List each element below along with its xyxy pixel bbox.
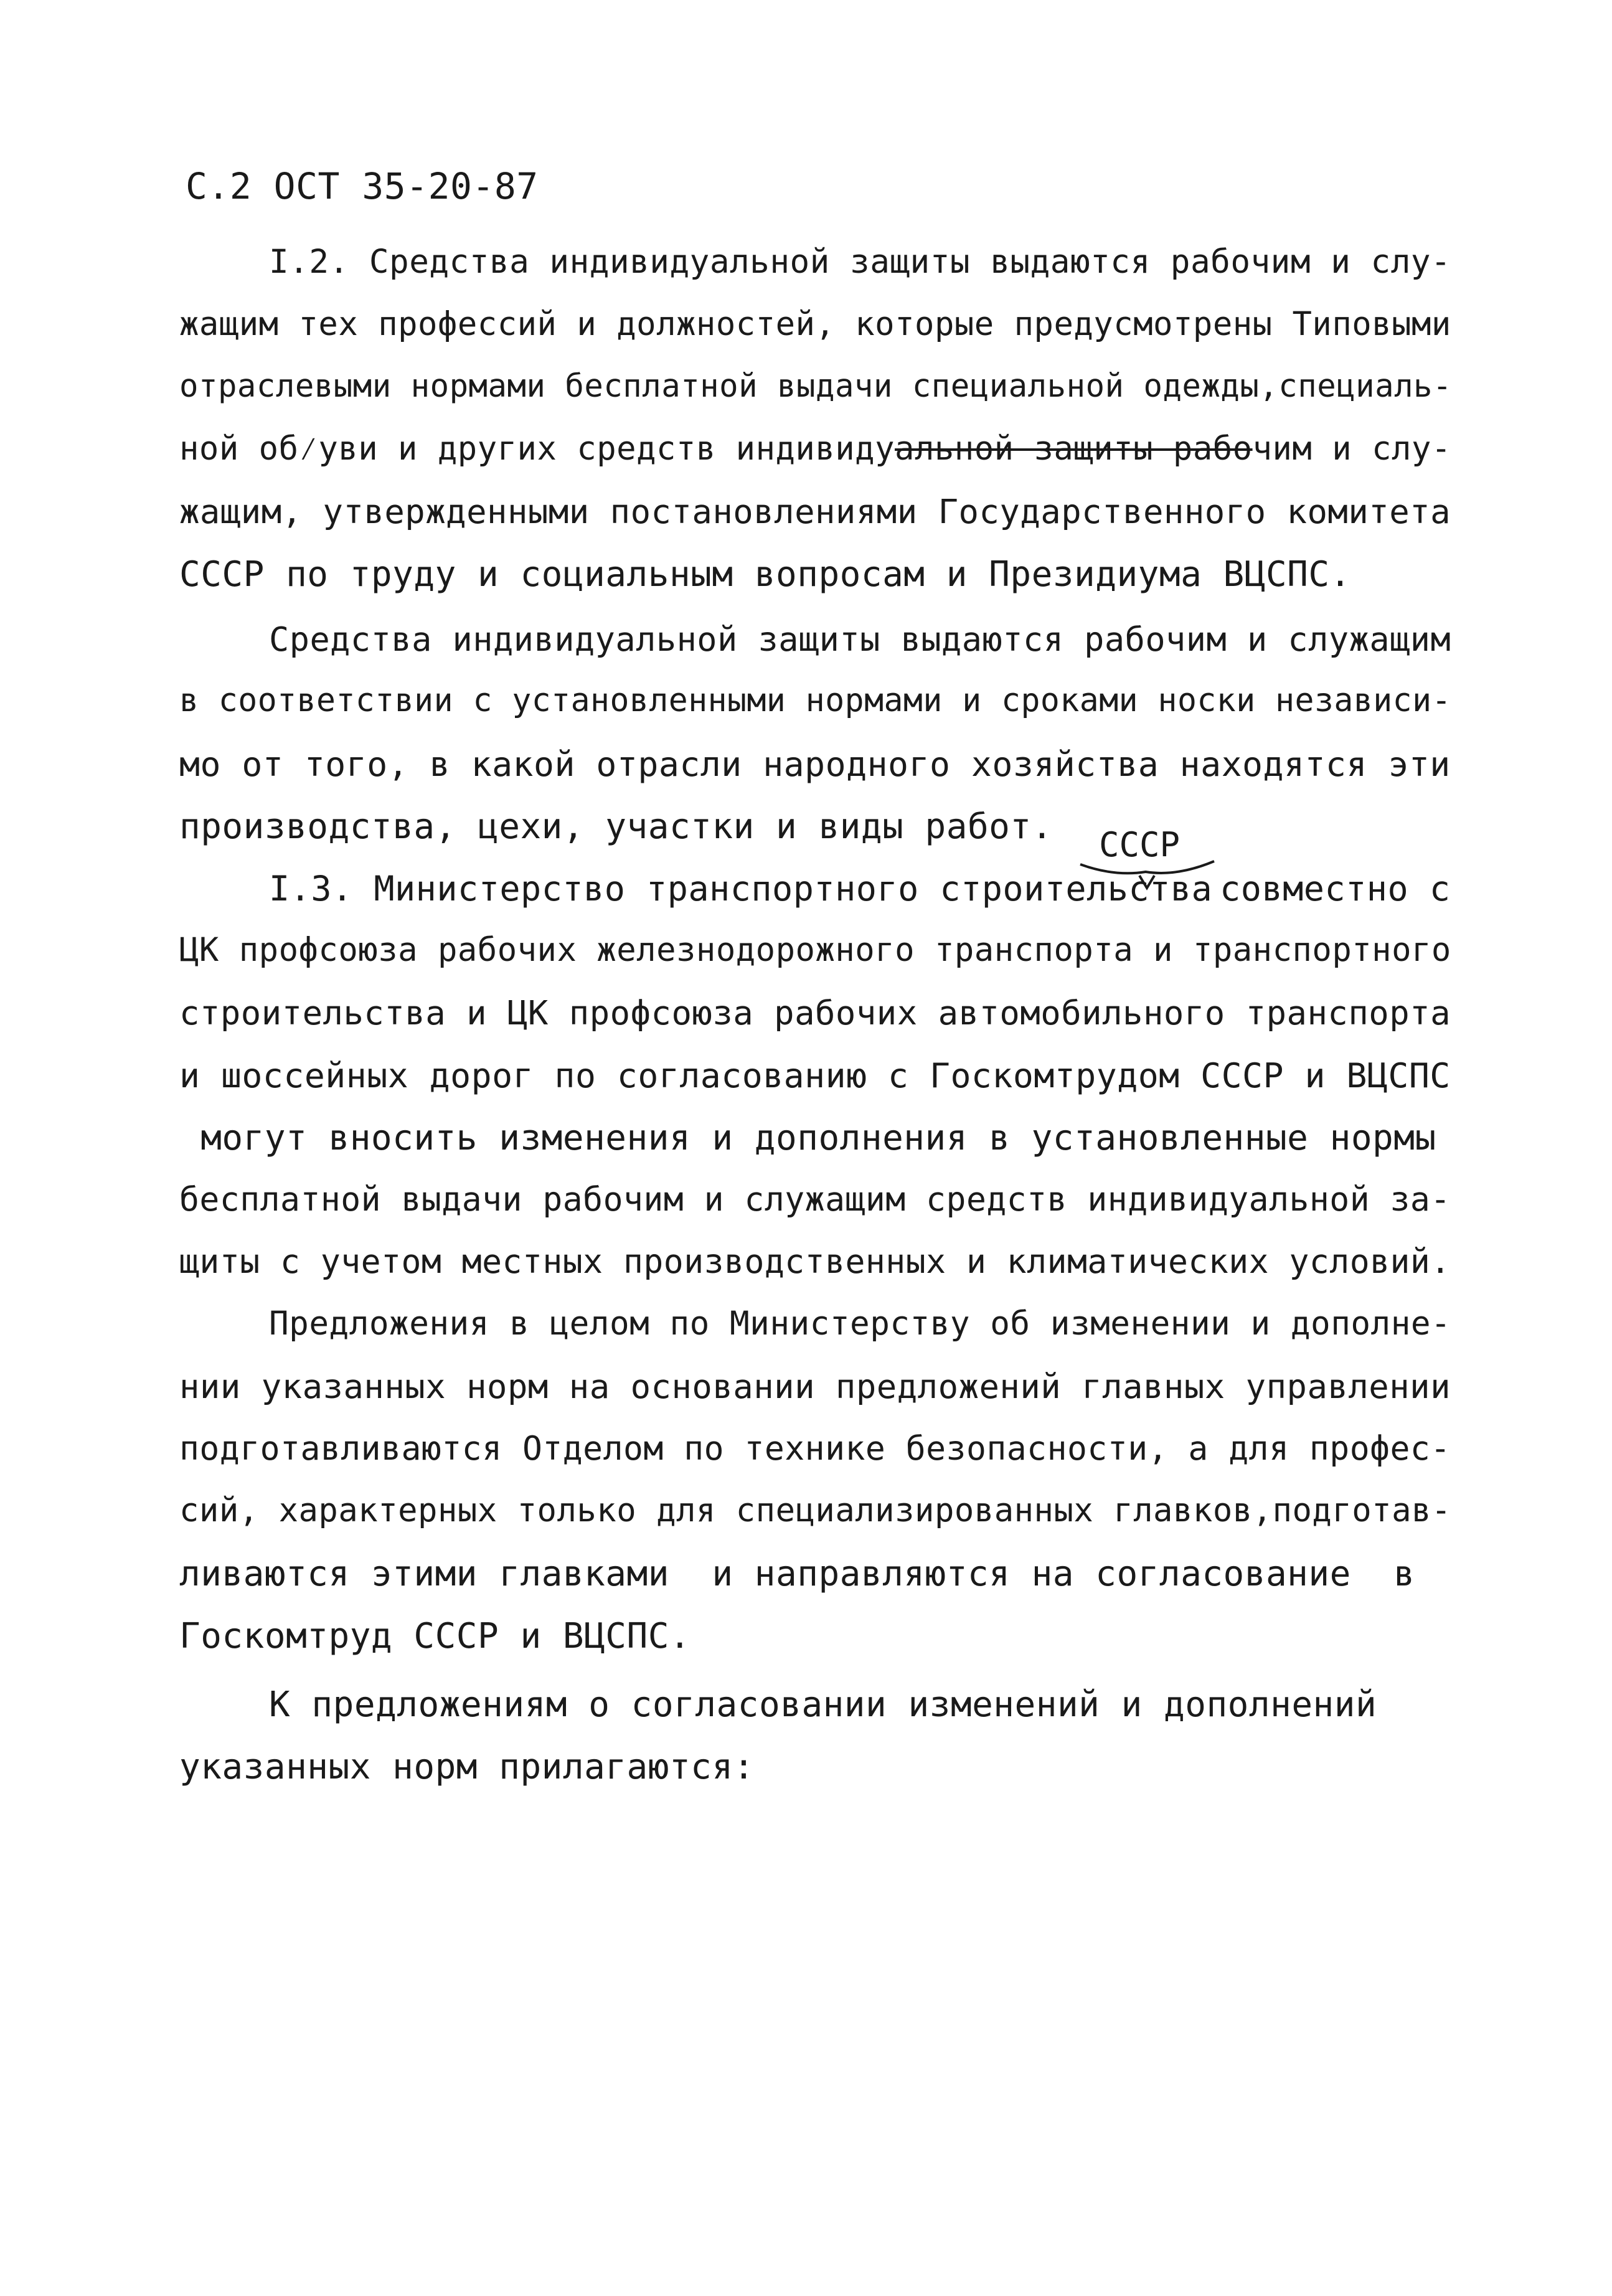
section-1-2-line-3: отраслевыми нормами бесплатной выдачи специальной одежды,специаль- — [179, 367, 1452, 404]
paragraph-4-line-5: ливаются этими главками и направляются на согласование в — [179, 1554, 1415, 1594]
section-1-2-line-5: жащим, утвержденными постановлениями Государственного комитета — [179, 492, 1451, 531]
paragraph-4-line-6: Госкомтруд СССР и ВЦСПС. — [179, 1616, 691, 1656]
paragraph-4-line-3: подготавливаются Отделом по технике безопасности, а для профес- — [179, 1429, 1451, 1468]
section-1-3-line-5: могут вносить изменения и дополнения в установленные нормы — [179, 1118, 1436, 1158]
paragraph-2-line-3: мо от того, в какой отрасли народного хозяйства находятся эти — [179, 744, 1451, 784]
page-header: С.2 ОСТ 35-20-87 — [186, 165, 539, 207]
line-1-post: совместно с — [1220, 869, 1451, 909]
section-1-3-line-3: строительства и ЦК профсоюза рабочих автомобильного транспорта — [179, 993, 1451, 1032]
section-1-3-line-6: бесплатной выдачи рабочим и служащим средств индивидуальной за- — [179, 1180, 1451, 1219]
paragraph-4-line-2: нии указанных норм на основании предложений главных управлении — [179, 1367, 1451, 1406]
section-1-2-line-4 — [179, 430, 1451, 468]
section-1-2-line-1: I.2. Средства индивидуальной защиты выдаются рабочим и слу- — [269, 243, 1451, 281]
paragraph-2-line-1: Средства индивидуальной защиты выдаются рабочим и служащим — [269, 620, 1451, 659]
paragraph-2-line-4: производства, цехи, участки и виды работ. — [179, 806, 1053, 847]
section-1-3-line-2: ЦК профсоюза рабочих железнодорожного транспорта и транспортного — [179, 932, 1451, 969]
handwritten-correction-mark: ⁄ — [298, 430, 319, 468]
paragraph-4-line-1: Предложения в целом по Министерству об изменении и дополне- — [269, 1305, 1451, 1343]
line-4-mid: уви и других средств индивиду — [318, 430, 895, 468]
paragraph-2-line-2: в соответствии с установленными нормами и сроками носки независи- — [179, 682, 1451, 719]
section-1-3-line-4: и шоссейных дорог по согласованию с Госкомтрудом СССР и ВЦСПС — [179, 1056, 1451, 1095]
line-1-pre: I.3. Министерство транспортного строительства — [269, 869, 1213, 909]
line-4-post: чим и слу- — [1252, 430, 1451, 468]
section-1-3-line-7: щиты с учетом местных производственных и климатических условий. — [179, 1242, 1451, 1281]
handwritten-insertion: СССР — [1099, 825, 1181, 864]
paragraph-5-line-1: К предложениям о согласовании изменений и дополнений — [269, 1684, 1377, 1725]
line-4-pre: ной об — [179, 430, 299, 468]
section-1-3-line-1 — [269, 869, 1451, 909]
section-1-2-line-2: жащим тех профессий и должностей, которые предусмотрены Типовыми — [179, 306, 1451, 343]
paragraph-5-line-2: указанных норм прилагаются: — [179, 1747, 755, 1787]
struck-through-text: альной защиты рабо — [895, 430, 1253, 468]
section-1-2-line-6: СССР по труду и социальным вопросам и Президиума ВЦСПС. — [179, 554, 1351, 595]
paragraph-4-line-4: сий, характерных только для специализированных главков,подготав- — [179, 1492, 1451, 1529]
